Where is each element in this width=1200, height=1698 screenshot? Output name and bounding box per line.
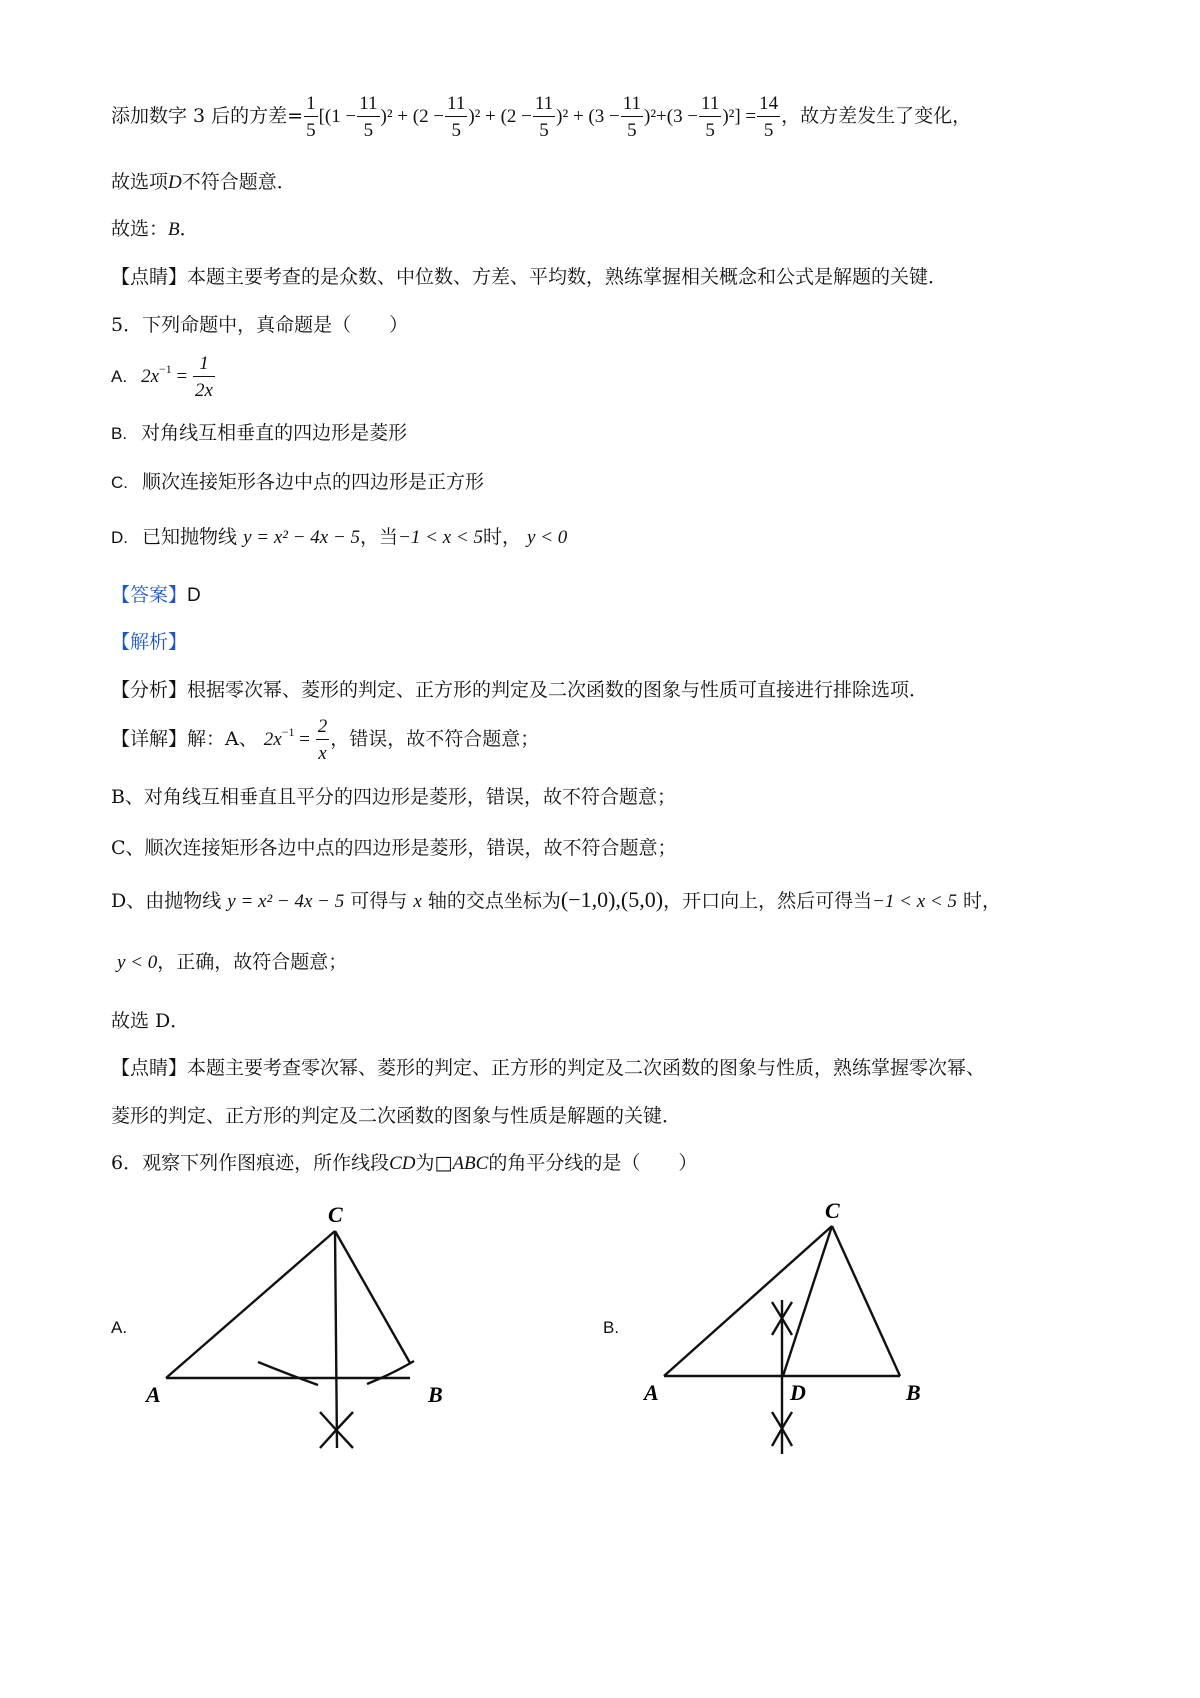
figure-b-label-d: D [790, 1380, 806, 1405]
fenxi-line: 【分析】根据零次幂、菱形的判定、正方形的判定及二次函数的图象与性质可直接进行排除选项． [111, 679, 929, 701]
figure-a-arc-left [258, 1362, 318, 1385]
option-c: C. 顺次连接矩形各边中点的四边形是正方形 [111, 471, 485, 493]
answer-value: D [187, 585, 201, 606]
figure-a-side-ac [166, 1231, 335, 1378]
option-b: B. 对角线互相垂直的四边形是菱形 [111, 422, 408, 444]
detail-b-line: B、对角线互相垂直且平分的四边形是菱形，错误，故不符合题意； [111, 786, 676, 808]
conclusion-line-d: 故选项D不符合题意． [111, 171, 296, 193]
figure-b [640, 1190, 960, 1460]
fraction-result: $\frac{14}{5}$ [759, 93, 779, 141]
answer-tag: 【答案】 [111, 584, 188, 606]
xiangjie-line: 【详解】解：A、 $2x^{-1}$ = $\frac{2}{x}$ ，错误，故不符合题意； [111, 716, 540, 764]
figure-b-label-a: A [644, 1380, 659, 1405]
figure-a-side-cb [335, 1231, 410, 1363]
option-a: A. $2x^{-1}$ = $\frac{1}{2x}$ [111, 353, 213, 401]
question-5-stem: 5．下列命题中，真命题是（ ） [111, 314, 409, 336]
choose-b-line: 故选：B． [111, 218, 199, 240]
variance-prefix: 添加数字 3 后的方差= [111, 105, 304, 127]
option-d: D. 已知抛物线 y = x² − 4x − 5，当−1 < x < 5时， y < 0 [111, 526, 568, 548]
detail-d-line: D、由抛物线 y = x² − 4x − 5 可得与 x 轴的交点坐标为(−1,0),(5,0)，开口向上，然后可得当−1 < x < 5 时， [111, 887, 1002, 912]
figure-a-segment [335, 1231, 337, 1448]
figure-b-label-b: B [906, 1380, 921, 1405]
key-point-q5-2: 菱形的判定、正方形的判定及二次函数的图象与性质是解题的关键． [111, 1105, 682, 1127]
figure-b-label-c: C [825, 1198, 840, 1223]
detail-d-line-2: y < 0，正确，故符合题意； [117, 951, 348, 973]
figure-a-label-c: C [328, 1202, 343, 1227]
figure-a-label-b: B [428, 1382, 443, 1407]
figure-b-label: B. [603, 1318, 620, 1337]
key-point-q5-1: 【点睛】本题主要考查零次幂、菱形的判定、正方形的判定及二次函数的图象与性质，熟练掌握零次幂、 [111, 1057, 986, 1079]
fraction-one-fifth: $\frac{1}{5}$ [306, 93, 316, 141]
question-6-stem: 6．观察下列作图痕迹，所作线段CD为□ABC的角平分线的是（ ） [111, 1152, 698, 1174]
analysis-tag: 【解析】 [111, 631, 188, 653]
answer-line [111, 580, 201, 607]
figure-a [140, 1190, 460, 1460]
choose-d-line: 故选 D． [111, 1010, 190, 1032]
detail-c-line: C、顺次连接矩形各边中点的四边形是菱形，错误，故不符合题意； [111, 837, 677, 859]
figure-b-side-cb [832, 1226, 900, 1376]
figure-a-label: A. [111, 1318, 128, 1337]
figure-a-label-a: A [146, 1382, 161, 1407]
variance-formula-line: 添加数字 3 后的方差= $\frac{1}{5}$ [(1 − $\frac{11}{5}$ )² + (2 − $\frac{11}{5}$ )² + (2 − $\frac{11}{5}$ )² + (3 − $\frac{11}{5}$ )²+(3 − $\frac{11}{5}$ )²] = $\frac{14}{5}$ ，故方差发生了变化， [111, 93, 972, 141]
figure-a-arc-right [367, 1361, 414, 1384]
key-point-line: 【点睛】本题主要考查的是众数、中位数、方差、平均数，熟练掌握相关概念和公式是解题的关键． [111, 266, 948, 288]
